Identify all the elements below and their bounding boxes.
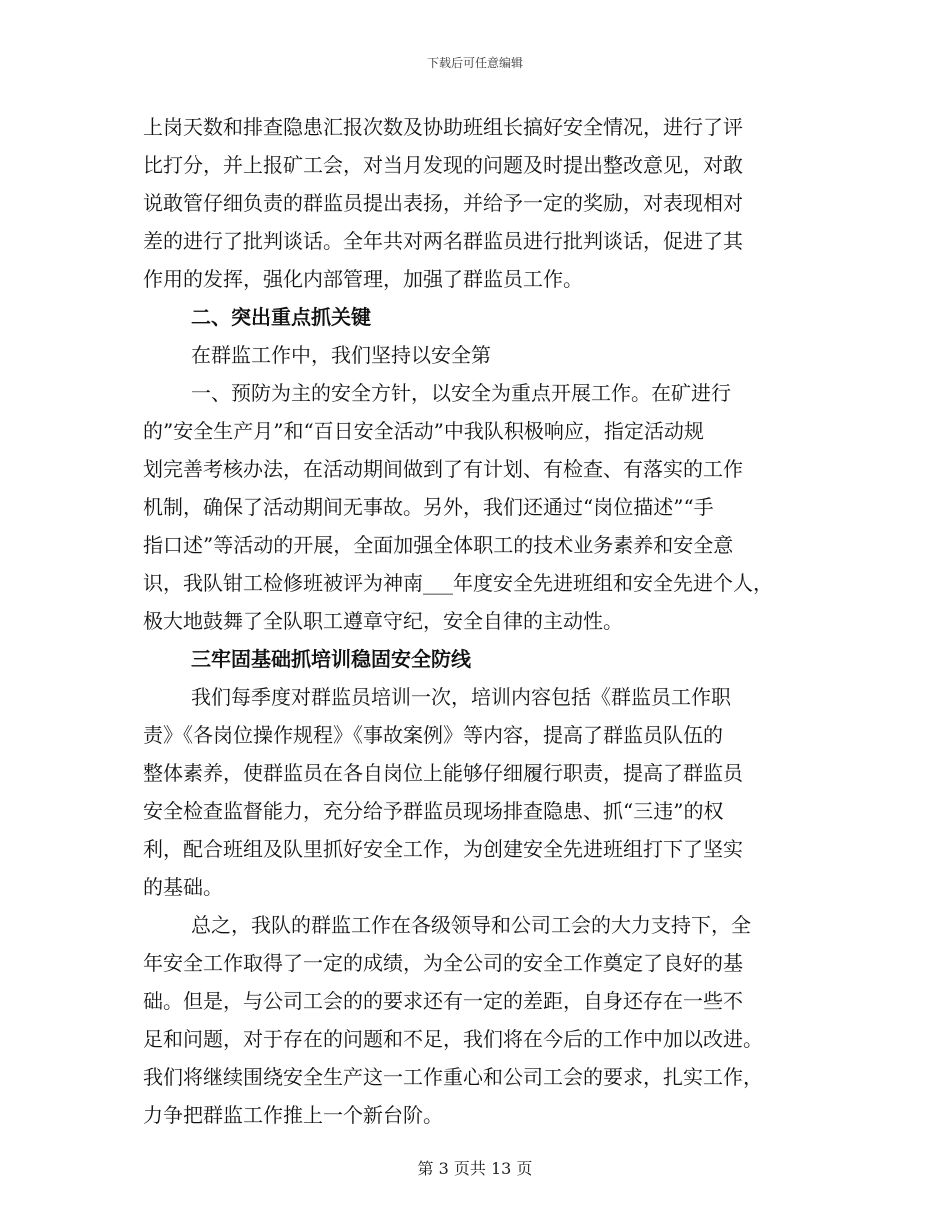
text-line: 整体素养，使群监员在各自岗位上能够仔细履行职责，提高了群监员: [143, 761, 743, 785]
text-line: 指口述”等活动的开展，全面加强全体职工的技术业务素养和安全意: [143, 533, 734, 557]
text-line: 我们将继续围绕安全生产这一工作重心和公司工会的要求，扎实工作，: [143, 1065, 763, 1089]
text-line: 识，我队钳工检修班被评为神南___年度安全先进班组和安全先进个人，: [143, 571, 773, 595]
text-line: 年安全工作取得了一定的成绩，为全公司的安全工作奠定了良好的基: [143, 951, 743, 975]
section-heading: 三牢固基础抓培训稳固安全防线: [191, 647, 471, 671]
text-line: 总之，我队的群监工作在各级领导和公司工会的大力支持下，全: [191, 913, 751, 937]
text-line: 我们每季度对群监员培训一次，培训内容包括《群监员工作职: [191, 685, 731, 709]
text-line: 上岗天数和排查隐患汇报次数及协助班组长搞好安全情况，进行了评: [143, 115, 743, 139]
text-line: 机制，确保了活动期间无事故。另外，我们还通过“岗位描述”“手: [143, 495, 714, 519]
text-line: 责》《各岗位操作规程》《事故案例》等内容，提高了群监员队伍的: [143, 723, 723, 747]
text-line: 足和问题，对于存在的问题和不足，我们将在今后的工作中加以改进。: [143, 1027, 763, 1051]
text-line: 础。但是，与公司工会的的要求还有一定的差距，自身还存在一些不: [143, 989, 743, 1013]
text-line: 利，配合班组及队里抓好安全工作，为创建安全先进班组打下了坚实: [143, 837, 743, 861]
text-line: 的基础。: [143, 875, 223, 899]
page-footer: 第 3 页共 13 页: [417, 1159, 533, 1178]
section-heading: 二、突出重点抓关键: [191, 305, 371, 329]
text-line: 力争把群监工作推上一个新台阶。: [143, 1103, 443, 1127]
document-body: [143, 108, 823, 1134]
text-line: 说敢管仔细负责的群监员提出表扬，并给予一定的奖励，对表现相对: [143, 191, 743, 215]
text-line: 安全检查监督能力，充分给予群监员现场排查隐患、抓“三违”的权: [143, 799, 724, 823]
page-header: 下载后可任意编辑: [426, 56, 523, 70]
text-line: 划完善考核办法，在活动期间做到了有计划、有检查、有落实的工作: [143, 457, 743, 481]
text-line: 在群监工作中，我们坚持以安全第: [191, 343, 491, 367]
text-line: 比打分，并上报矿工会，对当月发现的问题及时提出整改意见，对敢: [143, 153, 743, 177]
text-line: 极大地鼓舞了全队职工遵章守纪，安全自律的主动性。: [143, 609, 623, 633]
text-line: 的”安全生产月”和“百日安全活动”中我队积极响应，指定活动规: [143, 419, 704, 443]
text-line: 作用的发挥，强化内部管理，加强了群监员工作。: [143, 267, 583, 291]
text-line: 一、预防为主的安全方针，以安全为重点开展工作。在矿进行: [191, 381, 731, 405]
text-line: 差的进行了批判谈话。全年共对两名群监员进行批判谈话，促进了其: [143, 229, 743, 253]
